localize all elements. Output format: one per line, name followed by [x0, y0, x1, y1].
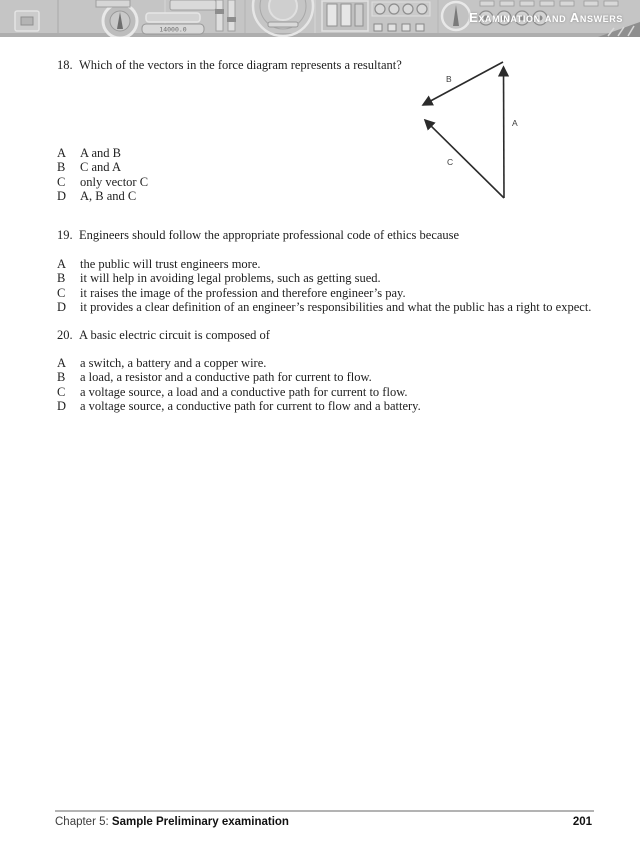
footer-chapter-prefix: Chapter 5: — [55, 816, 109, 828]
option-text: a switch, a battery and a copper wire. — [80, 356, 267, 370]
option-row — [57, 399, 421, 413]
slider-track — [216, 0, 223, 31]
question-text: Which of the vectors in the force diagram represents a resultant? — [79, 58, 402, 72]
header-banner — [0, 0, 640, 37]
question-18 — [57, 58, 402, 73]
question-18-options — [57, 146, 148, 204]
option-row — [57, 370, 421, 384]
option-text: it raises the image of the profession and therefore engineer’s pay. — [80, 285, 406, 300]
option-text: a voltage source, a conductive path for current to flow and a battery. — [80, 399, 421, 414]
vector-c-arrow — [425, 120, 504, 198]
question-number: 20. — [57, 328, 73, 342]
option-text: A, B and C — [80, 189, 137, 204]
option-letter: D — [57, 399, 67, 414]
option-row — [57, 286, 591, 300]
option-row — [57, 356, 421, 370]
force-vector-diagram — [400, 47, 530, 209]
option-letter: A — [57, 257, 67, 271]
option-text: A and B — [80, 146, 121, 160]
question-number: 18. — [57, 58, 73, 72]
option-row — [57, 160, 148, 174]
vector-a-arrow — [504, 67, 505, 198]
question-20-options — [57, 356, 421, 414]
option-row — [57, 257, 591, 271]
option-text: the public will trust engineers more. — [80, 257, 261, 271]
option-letter: C — [57, 174, 66, 189]
vector-b-arrow — [423, 62, 503, 105]
vector-c-label: C — [447, 157, 454, 167]
option-row — [57, 271, 591, 285]
option-row — [57, 189, 148, 203]
question-19 — [57, 228, 459, 243]
vector-b-label: B — [446, 74, 452, 84]
option-letter: D — [57, 300, 67, 315]
footer-divider — [55, 810, 594, 812]
numeric-display-value: 14000.0 — [159, 25, 187, 34]
option-letter: C — [57, 384, 66, 399]
vector-a-label: A — [512, 118, 518, 128]
option-row — [57, 175, 148, 189]
header-title: Examination and Answers — [469, 10, 623, 25]
option-letter: B — [57, 370, 66, 385]
footer-page-number: 201 — [572, 816, 592, 828]
option-letter: A — [57, 146, 67, 160]
question-number: 19. — [57, 228, 73, 242]
question-20 — [57, 328, 270, 343]
option-row — [57, 146, 148, 160]
option-row — [57, 385, 421, 399]
option-text: a load, a resistor and a conductive path for current to flow. — [80, 370, 372, 385]
question-text: A basic electric circuit is composed of — [79, 328, 270, 342]
footer-chapter — [55, 816, 289, 828]
top-tick-strip — [480, 1, 618, 6]
option-letter: C — [57, 285, 66, 300]
option-row — [57, 300, 591, 314]
option-text: only vector C — [80, 174, 149, 189]
option-letter: D — [57, 189, 67, 204]
option-letter: A — [57, 356, 67, 370]
option-text: a voltage source, a load and a conductive path for current to flow. — [80, 384, 408, 399]
slider-track — [228, 0, 235, 31]
button-row — [372, 2, 430, 16]
page-footer — [55, 816, 592, 828]
question-19-options — [57, 257, 591, 315]
option-letter: B — [57, 160, 66, 175]
question-text: Engineers should follow the appropriate professional code of ethics because — [79, 228, 460, 242]
option-text: it will help in avoiding legal problems, such as getting sued. — [80, 271, 381, 286]
footer-chapter-title: Sample Preliminary examination — [111, 816, 289, 828]
option-text: it provides a clear definition of an engineer’s responsibilities and what the public has a right to expect. — [80, 300, 592, 315]
option-text: C and A — [80, 160, 121, 175]
option-letter: B — [57, 271, 66, 286]
